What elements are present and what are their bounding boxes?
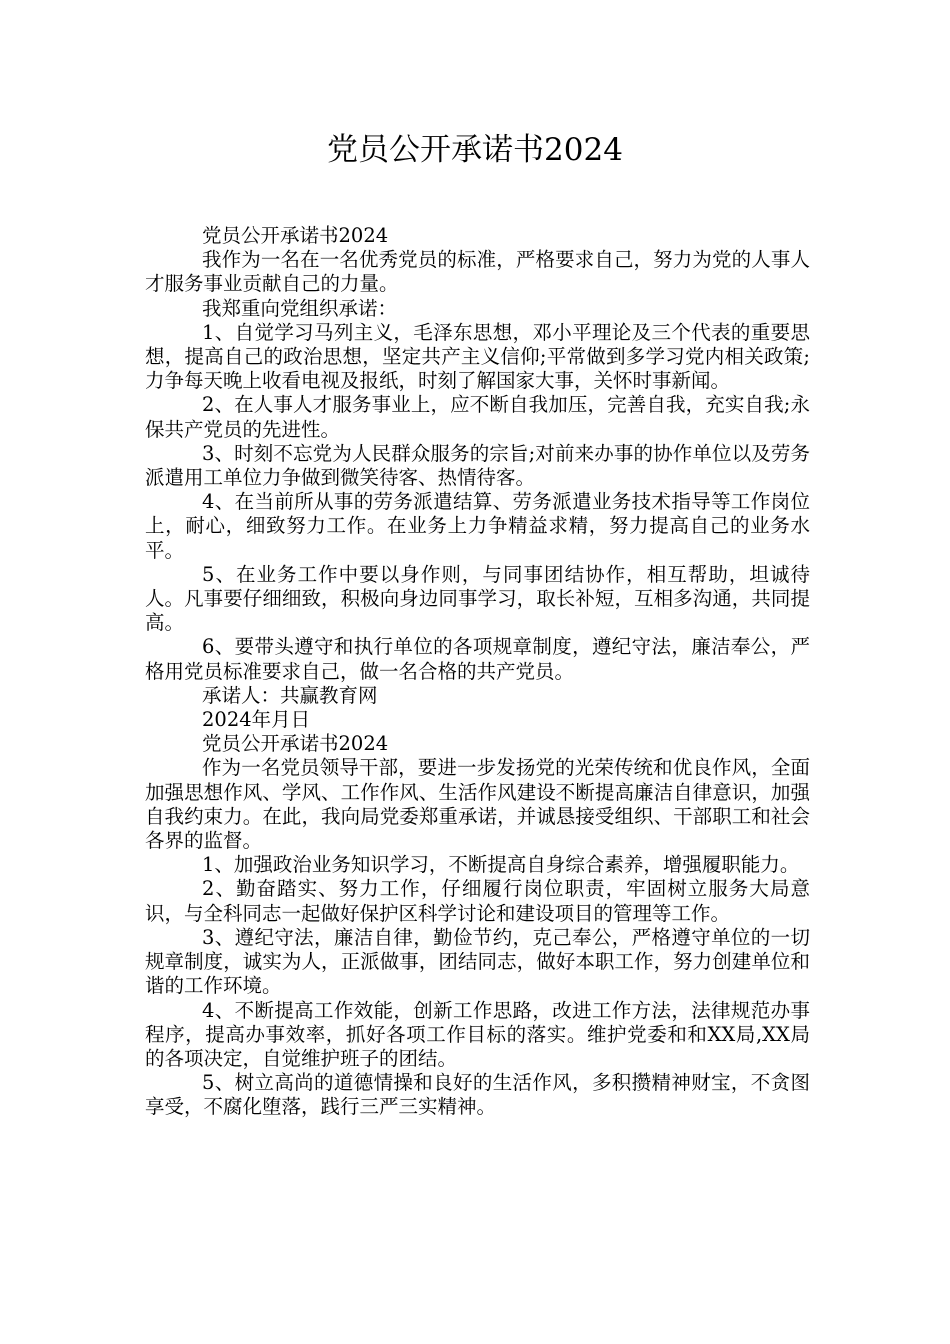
paragraph: 2、在人事人才服务事业上，应不断自我加压，完善自我，充实自我;永保共产党员的先进性。 — [145, 393, 810, 441]
paragraph: 我作为一名在一名优秀党员的标准，严格要求自己，努力为党的人事人才服务事业贡献自己的力量。 — [145, 248, 810, 296]
paragraph: 3、时刻不忘党为人民群众服务的宗旨;对前来办事的协作单位以及劳务派遣用工单位力争做到微笑待客、热情待客。 — [145, 441, 810, 490]
date-line: 2024年月日 — [202, 708, 311, 732]
paragraph: 5、树立高尚的道德情操和良好的生活作风，多积攒精神财宝，不贪图享受，不腐化堕落，践行三严三实精神。 — [145, 1071, 810, 1119]
paragraph: 3、遵纪守法，廉洁自律，勤俭节约，克己奉公，严格遵守单位的一切规章制度，诚实为人，正派做事，团结同志，做好本职工作，努力创建单位和谐的工作环境。 — [145, 925, 810, 998]
document-body — [145, 224, 810, 1120]
document-title: 党员公开承诺书2024 — [327, 132, 623, 168]
paragraph: 我郑重向党组织承诺： — [202, 296, 398, 320]
paragraph: 4、在当前所从事的劳务派遣结算、劳务派遣业务技术指导等工作岗位上，耐心，细致努力工作。在业务上力争精益求精，努力提高自己的业务水平。 — [145, 490, 810, 562]
paragraph: 4、不断提高工作效能，创新工作思路，改进工作方法，法律规范办事程序，提高办事效率，抓好各项工作目标的落实。维护党委和和XX局,XX局的各项决定，自觉维护班子的团结。 — [145, 998, 810, 1070]
paragraph: 1、自觉学习马列主义，毛泽东思想，邓小平理论及三个代表的重要思想，提高自己的政治思想，坚定共产主义信仰;平常做到多学习党内相关政策;力争每天晚上收看电视及报纸，时刻了解国家大事，关怀时事新闻。 — [145, 320, 810, 393]
paragraph: 党员公开承诺书2024 — [202, 224, 389, 247]
paragraph: 6、要带头遵守和执行单位的各项规章制度，遵纪守法，廉洁奉公，严格用党员标准要求自己，做一名合格的共产党员。 — [145, 635, 810, 683]
paragraph: 作为一名党员领导干部，要进一步发扬党的光荣传统和优良作风，全面加强思想作风、学风、工作作风、生活作风建设不断提高廉洁自律意识，加强自我约束力。在此，我向局党委郑重承诺，并诚恳接受组织、干部职工和社会各界的监督。 — [145, 756, 810, 853]
signature-line: 承诺人：共赢教育网 — [202, 683, 378, 707]
section-heading: 党员公开承诺书2024 — [202, 732, 389, 756]
paragraph: 2、勤奋踏实、努力工作，仔细履行岗位职责，牢固树立服务大局意识，与全科同志一起做好保护区科学讨论和建设项目的管理等工作。 — [145, 877, 810, 925]
paragraph: 5、在业务工作中要以身作则，与同事团结协作，相互帮助，坦诚待人。凡事要仔细细致，积极向身边同事学习，取长补短，互相多沟通，共同提高。 — [145, 562, 810, 635]
paragraph: 1、加强政治业务知识学习，不断提高自身综合素养，增强履职能力。 — [202, 853, 800, 877]
